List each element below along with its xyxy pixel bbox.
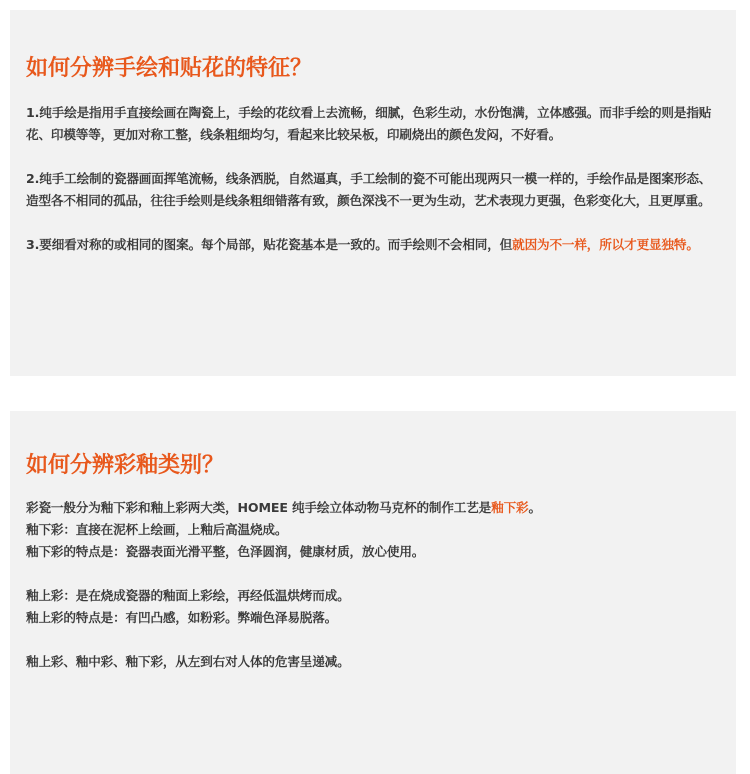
intro-text: 彩瓷一般分为釉下彩和釉上彩两大类，HOMEE 纯手绘立体动物马克杯的制作工艺是 <box>26 500 492 515</box>
handpainted-vs-decal-section <box>10 10 736 376</box>
overglaze-feature: 釉上彩的特点是：有凹凸感，如粉彩。弊端色泽易脱落。 <box>26 610 338 625</box>
paragraph-3 <box>26 234 720 256</box>
paragraph-3-text: 3.要细看对称的或相同的图案。每个局部，贴花瓷基本是一致的。而手绘则不会相同，但 <box>26 237 513 252</box>
section-title-handpainted: 如何分辨手绘和贴花的特征？ <box>26 56 313 81</box>
glaze-types-section <box>10 411 736 774</box>
paragraph-2: 2.纯手工绘制的瓷器画面挥笔流畅，线条洒脱，自然逼真，手工绘制的瓷不可能出现两只一模一样的，手绘作品是图案形态、造型各不相同的孤品，往往手绘则是线条粗细错落有致，颜色深浅不一更为生动，艺术表现力更强，色彩变化大，且更厚重。 <box>26 171 712 208</box>
section-title-glaze: 如何分辨彩釉类别？ <box>26 453 225 478</box>
overglaze-definition: 釉上彩：是在烧成瓷器的釉面上彩绘，再经低温烘烤而成。 <box>26 588 350 603</box>
underglaze-block <box>26 497 720 563</box>
underglaze-definition: 釉下彩：直接在泥杯上绘画，上釉后高温烧成。 <box>26 522 288 537</box>
paragraph-1: 1.纯手绘是指用手直接绘画在陶瓷上，手绘的花纹看上去流畅，细腻，色彩生动，水份饱满，立体感强。而非手绘的则是指贴花、印模等等，更加对称工整，线条粗细均匀，看起来比较呆板，印刷烧出的颜色发闷，不好看。 <box>26 105 712 142</box>
overglaze-block <box>26 585 720 629</box>
paragraph-3-highlight: 就因为不一样，所以才更显独特。 <box>512 237 699 252</box>
intro-line <box>26 497 720 519</box>
underglaze-feature: 釉下彩的特点是：瓷器表面光滑平整，色泽圆润，健康材质，放心使用。 <box>26 544 425 559</box>
intro-highlight: 釉下彩 <box>491 500 529 515</box>
intro-end: 。 <box>528 500 541 515</box>
summary-block <box>26 651 720 673</box>
summary-line: 釉上彩、釉中彩、釉下彩，从左到右对人体的危害呈递减。 <box>26 654 350 669</box>
